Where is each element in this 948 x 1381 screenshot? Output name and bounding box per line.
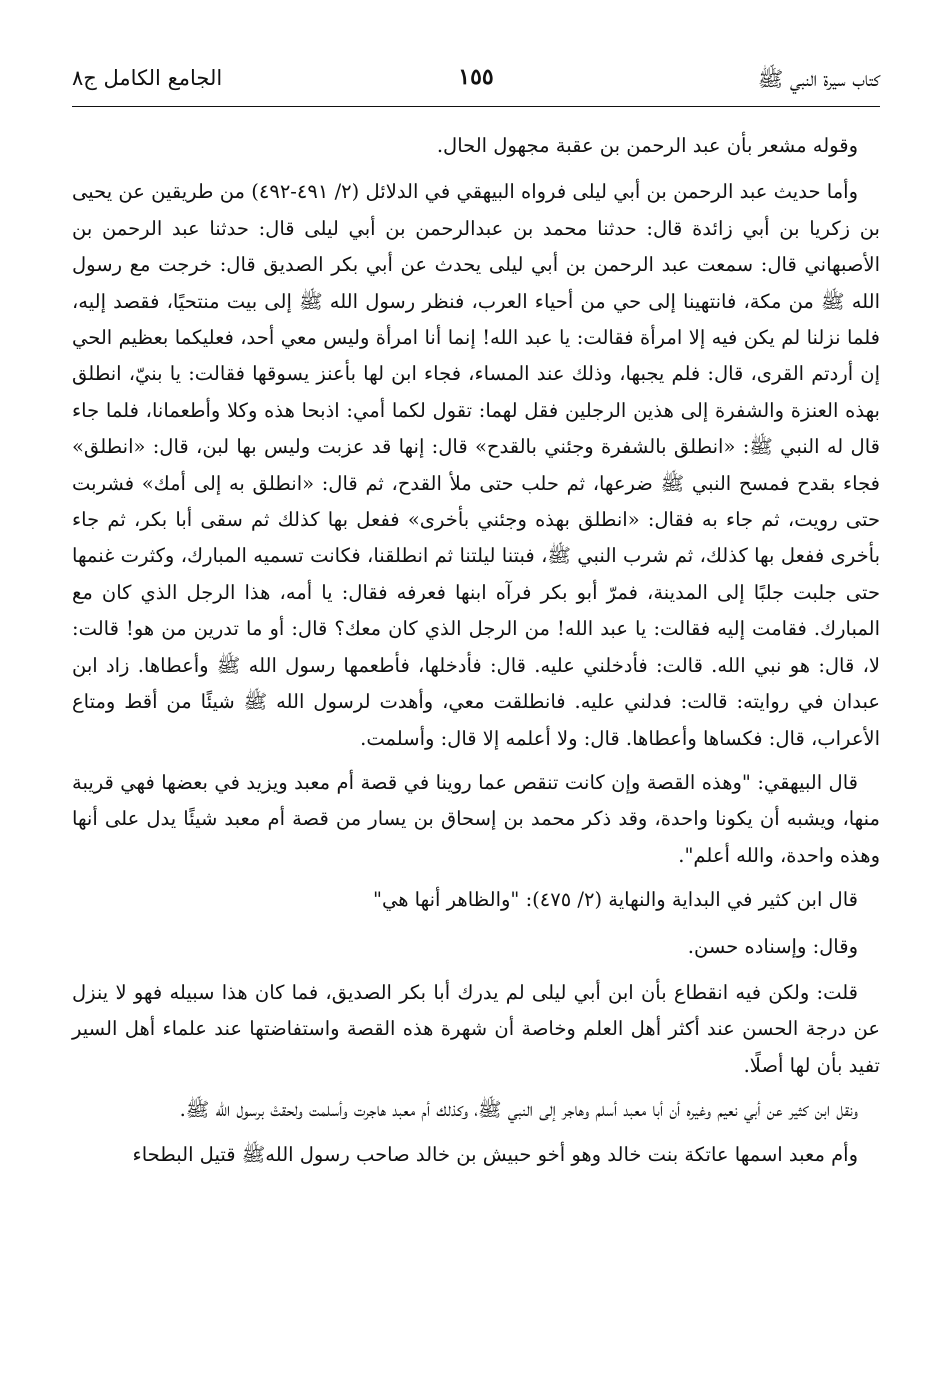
paragraph-7: ونقل ابن كثير عن أبي نعيم وغيره أن أبا معبد أسلم وهاجر إلى النبي ﷺ، وكذلك أم معبد هاجرت وأسلمت ولحقتْ برسول الله ﷺ. [179,1098,858,1122]
page-header [72,62,880,98]
paragraph-5: وقال: وإسناده حسن. [687,934,858,958]
paragraph-3: قال البيهقي: "وهذه القصة وإن كانت تنقص عما روينا في قصة أم معبد ويزيد في بعضها فهي قريبة منها، ويشبه أن يكونا واحدة، وقد ذكر محمد بن إسحاق بن يسار من قصة أم معبد شيئًا يدل على أنها وهذه واحدة، والله أعلم". [72,770,880,867]
book-title: كتاب سيرة النبي ﷺ [757,67,880,91]
paragraph-1: وقوله مشعر بأن عبد الرحمن بن عقبة مجهول الحال. [436,134,858,157]
paragraph-4: قال ابن كثير في البداية والنهاية (٢/ ٤٧٥): "والظاهر أنها هي" [372,888,858,912]
page-number: ١٥٥ [458,64,494,90]
paragraph-8: وأم معبد اسمها عاتكة بنت خالد وهو أخو حبيش بن خالد صاحب رسول اللهﷺ قتيل البطحاء [132,1142,858,1166]
paragraph-2: وأما حديث عبد الرحمن بن أبي ليلى فرواه البيهقي في الدلائل (٢/ ٤٩١-٤٩٢) من طريقين عن يحيى بن زكريا بن أبي زائدة قال: حدثنا محمد بن عبدالرحمن بن أبي ليلى قال: حدثنا عبد الرحمن بن الأصبهاني قال: سمعت عبد الرحمن بن أبي ليلى يحدث عن أبي بكر الصديق قال: خرجت مع رسول الله ﷺ من مكة، فانتهينا إلى حي من أحياء العرب، فنظر رسول الله ﷺ إلى بيت منتحيًا، فقصد إليه، فلما نزلنا لم يكن فيه إلا امرأة فقالت: يا عبد الله! إنما أنا امرأة وليس معي أحد، فعليكما بعظيم الحي إن أردتم القرى، قال: فلم يجبها، وذلك عند المساء، فجاء ابن لها بأعنز يسوقها فقالت: يا بنيّ، انطلق بهذه العنزة والشفرة إلى هذين الرجلين فقل لهما: تقول لكما أمي: اذبحا هذه وكلا وأطعمانا، فلما جاء قال له النبي ﷺ: «انطلق بالشفرة وجئني بالقدح» قال: إنها قد عزبت وليس بها لبن، قال: «انطلق» فجاء بقدح فمسح النبي ﷺ ضرعها، ثم حلب حتى ملأ القدح، ثم قال: «انطلق به إلى أمك» فشربت حتى رويت، ثم جاء به فقال: «انطلق بهذه وجئني بأخرى» ففعل بها كذلك ثم سقى أبا بكر، ثم جاء بأخرى ففعل بها كذلك، ثم شرب النبي ﷺ، فبتنا ليلتنا ثم انطلقنا، فكانت تسميه المبارك، وكثرت غنمها حتى جلبت جلبًا إلى المدينة، فمرّ أبو بكر فرآه ابنها فعرفه فقال: يا أمه، هذا الرجل الذي كان مع المبارك. فقامت إليه فقالت: يا عبد الله! من الرجل الذي كان معك؟ قال: أو ما تدرين من هو! قالت: لا، قال: هو نبي الله. قالت: فأدخلني عليه. قال: فأدخلها، فأطعمها رسول الله ﷺ وأعطاها. زاد ابن عبدان في روايته: قالت: فدلني عليه. فانطلقت معي، وأهدت لرسول الله ﷺ شيئًا من أقط ومتاع الأعراب، قال: فكساها وأعطاها. قال: ولا أعلمه إلا قال: وأسلمت. [72,180,880,750]
volume-title: الجامع الكامل ج٨ [72,66,223,90]
paragraph-6: قلت: ولكن فيه انقطاع بأن ابن أبي ليلى لم يدرك أبا بكر الصديق، فما كان هذا سبيله فهو لا ينزل عن درجة الحسن عند أكثر أهل العلم وخاصة أن شهرة هذه القصة واستفاضتها عند علماء أهل السير تفيد بأن لها أصلًا. [72,980,880,1077]
header-divider [72,106,880,107]
page-body [72,128,880,1181]
